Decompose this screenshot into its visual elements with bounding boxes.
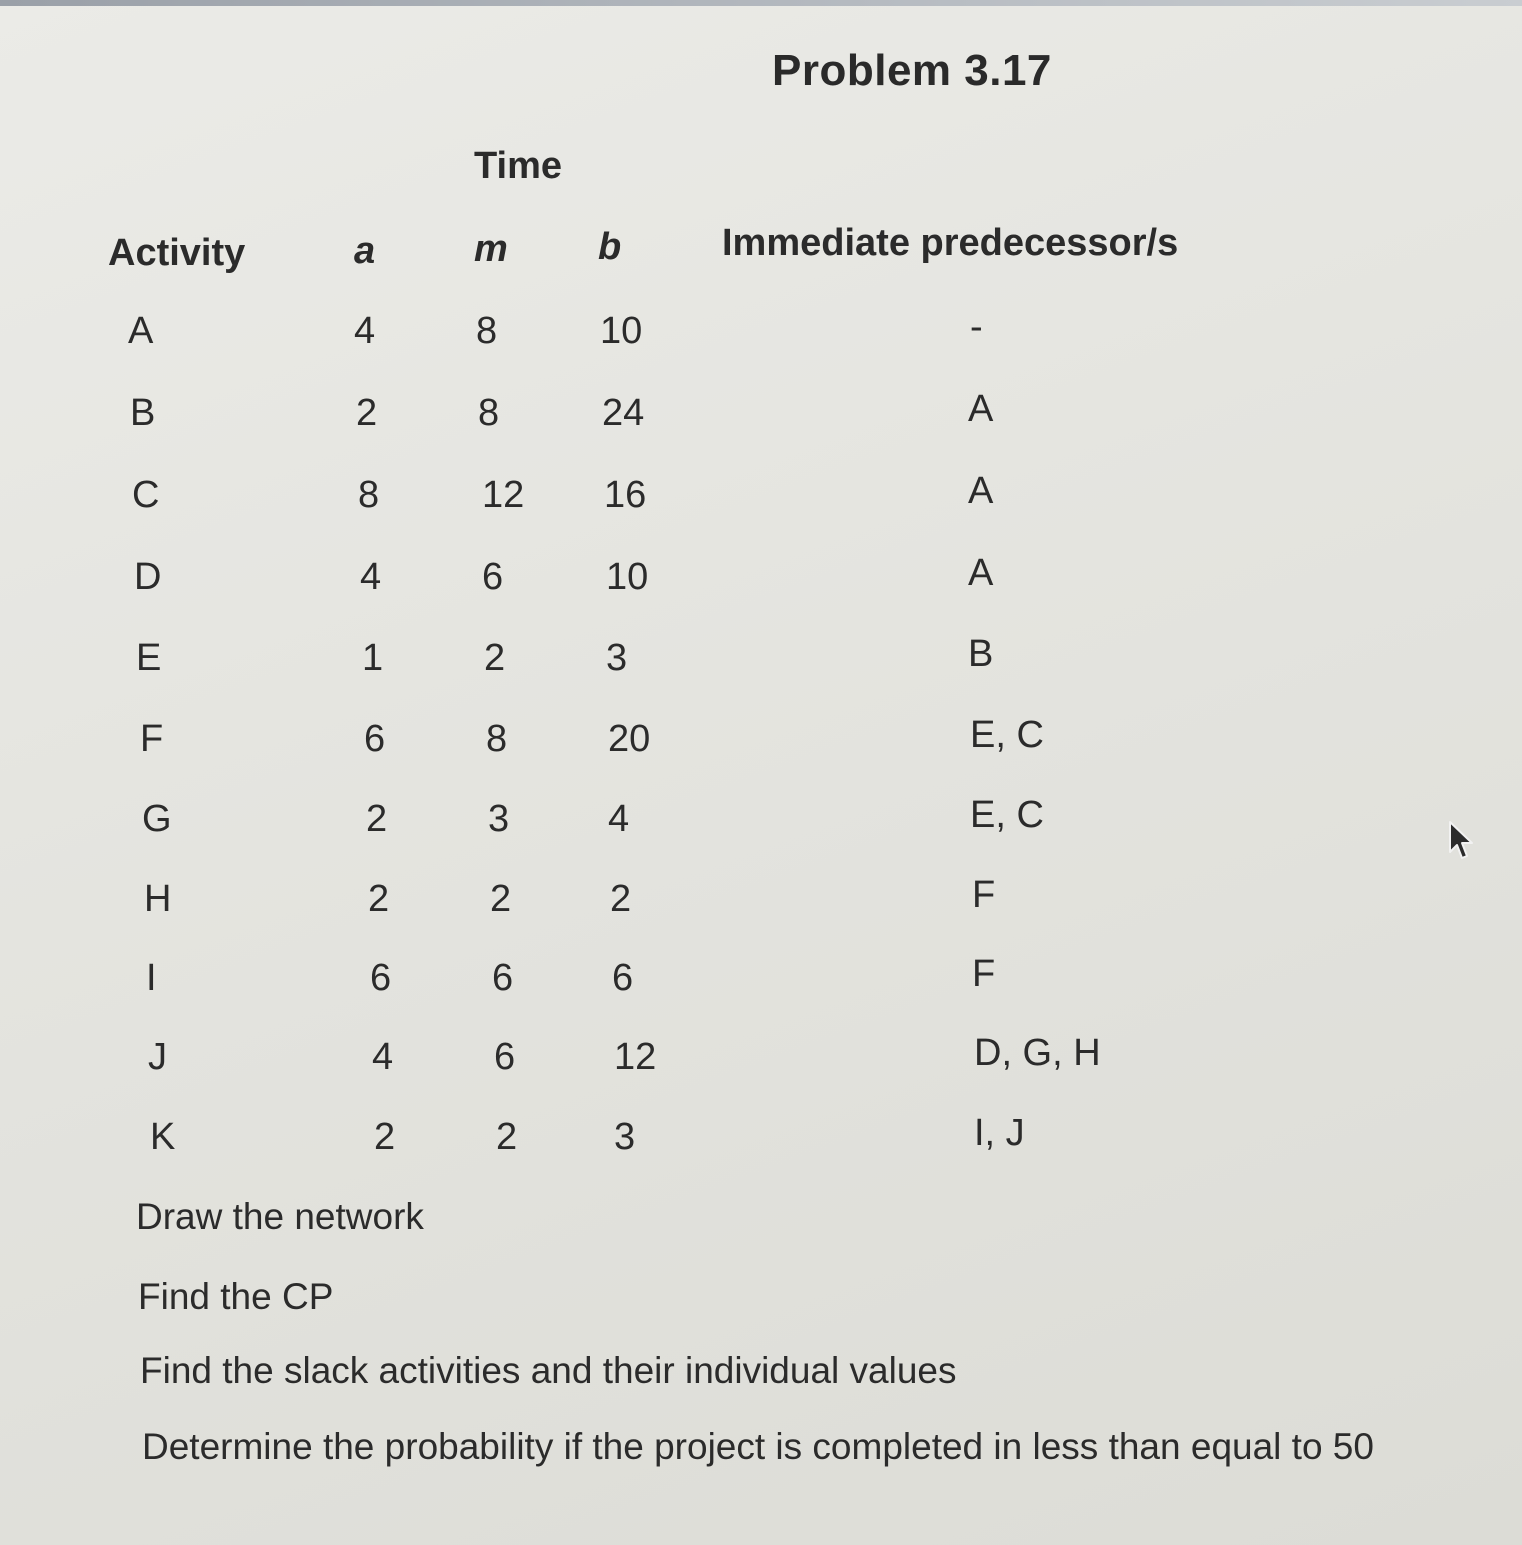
predecessor-cell: - <box>970 306 983 348</box>
m-cell: 2 <box>484 637 506 679</box>
a-cell: 2 <box>368 878 390 920</box>
b-cell: 20 <box>608 718 651 760</box>
activity-cell: D <box>134 556 162 598</box>
predecessor-cell: A <box>968 388 994 430</box>
b-cell: 16 <box>604 474 647 516</box>
table-row <box>0 953 1522 1007</box>
a-cell: 4 <box>354 310 376 352</box>
table-row <box>0 1112 1522 1166</box>
predecessor-cell: A <box>968 470 994 512</box>
m-cell: 12 <box>482 474 525 516</box>
m-cell: 8 <box>478 392 500 434</box>
activity-cell: G <box>142 798 172 840</box>
m-cell: 6 <box>482 556 504 598</box>
activity-cell: I <box>146 957 157 999</box>
m-cell: 6 <box>494 1036 516 1078</box>
table-row <box>0 714 1522 768</box>
predecessor-cell: D, G, H <box>974 1032 1101 1074</box>
a-cell: 2 <box>374 1116 396 1158</box>
m-cell: 2 <box>490 878 512 920</box>
a-column-header: a <box>354 230 376 272</box>
a-cell: 6 <box>364 718 386 760</box>
predecessor-cell: F <box>972 953 996 995</box>
table-row <box>0 552 1522 606</box>
predecessor-cell: E, C <box>970 794 1044 836</box>
m-cell: 8 <box>476 310 498 352</box>
time-column-group-header: Time <box>474 145 563 187</box>
a-cell: 1 <box>362 637 384 679</box>
table-row <box>0 388 1522 442</box>
table-row <box>0 633 1522 687</box>
predecessor-cell: B <box>968 633 994 675</box>
a-cell: 2 <box>356 392 378 434</box>
mouse-pointer-icon <box>1448 820 1478 862</box>
predecessor-cell: F <box>972 874 996 916</box>
table-row <box>0 794 1522 848</box>
activity-cell: H <box>144 878 172 920</box>
m-cell: 8 <box>486 718 508 760</box>
task-item: Find the slack activities and their individual values <box>140 1350 957 1391</box>
table-row <box>0 1032 1522 1086</box>
activity-cell: J <box>148 1036 167 1078</box>
activity-column-header: Activity <box>108 232 246 274</box>
a-cell: 6 <box>370 957 392 999</box>
m-column-header: m <box>474 228 508 270</box>
activity-cell: A <box>128 310 154 352</box>
b-cell: 4 <box>608 798 630 840</box>
predecessor-column-header: Immediate predecessor/s <box>722 222 1179 264</box>
table-row <box>0 470 1522 524</box>
a-cell: 4 <box>372 1036 394 1078</box>
b-cell: 24 <box>602 392 645 434</box>
table-row <box>0 306 1522 360</box>
predecessor-cell: A <box>968 552 994 594</box>
b-cell: 6 <box>612 957 634 999</box>
predecessor-cell: E, C <box>970 714 1044 756</box>
activity-cell: B <box>130 392 156 434</box>
b-cell: 10 <box>600 310 643 352</box>
screen-top-edge <box>0 0 1522 6</box>
a-cell: 2 <box>366 798 388 840</box>
problem-title: Problem 3.17 <box>772 46 1052 95</box>
activity-cell: E <box>136 637 162 679</box>
task-item: Determine the probability if the project is completed in less than equal to 50 <box>142 1426 1374 1467</box>
b-cell: 3 <box>606 637 628 679</box>
b-column-header: b <box>598 226 622 268</box>
b-cell: 2 <box>610 878 632 920</box>
activity-cell: C <box>132 474 160 516</box>
a-cell: 8 <box>358 474 380 516</box>
m-cell: 2 <box>496 1116 518 1158</box>
b-cell: 3 <box>614 1116 636 1158</box>
table-row <box>0 874 1522 928</box>
task-item: Draw the network <box>136 1196 424 1237</box>
activity-cell: K <box>150 1116 176 1158</box>
activity-cell: F <box>140 718 164 760</box>
m-cell: 6 <box>492 957 514 999</box>
b-cell: 12 <box>614 1036 657 1078</box>
m-cell: 3 <box>488 798 510 840</box>
a-cell: 4 <box>360 556 382 598</box>
task-item: Find the CP <box>138 1276 334 1317</box>
b-cell: 10 <box>606 556 649 598</box>
predecessor-cell: I, J <box>974 1112 1025 1154</box>
